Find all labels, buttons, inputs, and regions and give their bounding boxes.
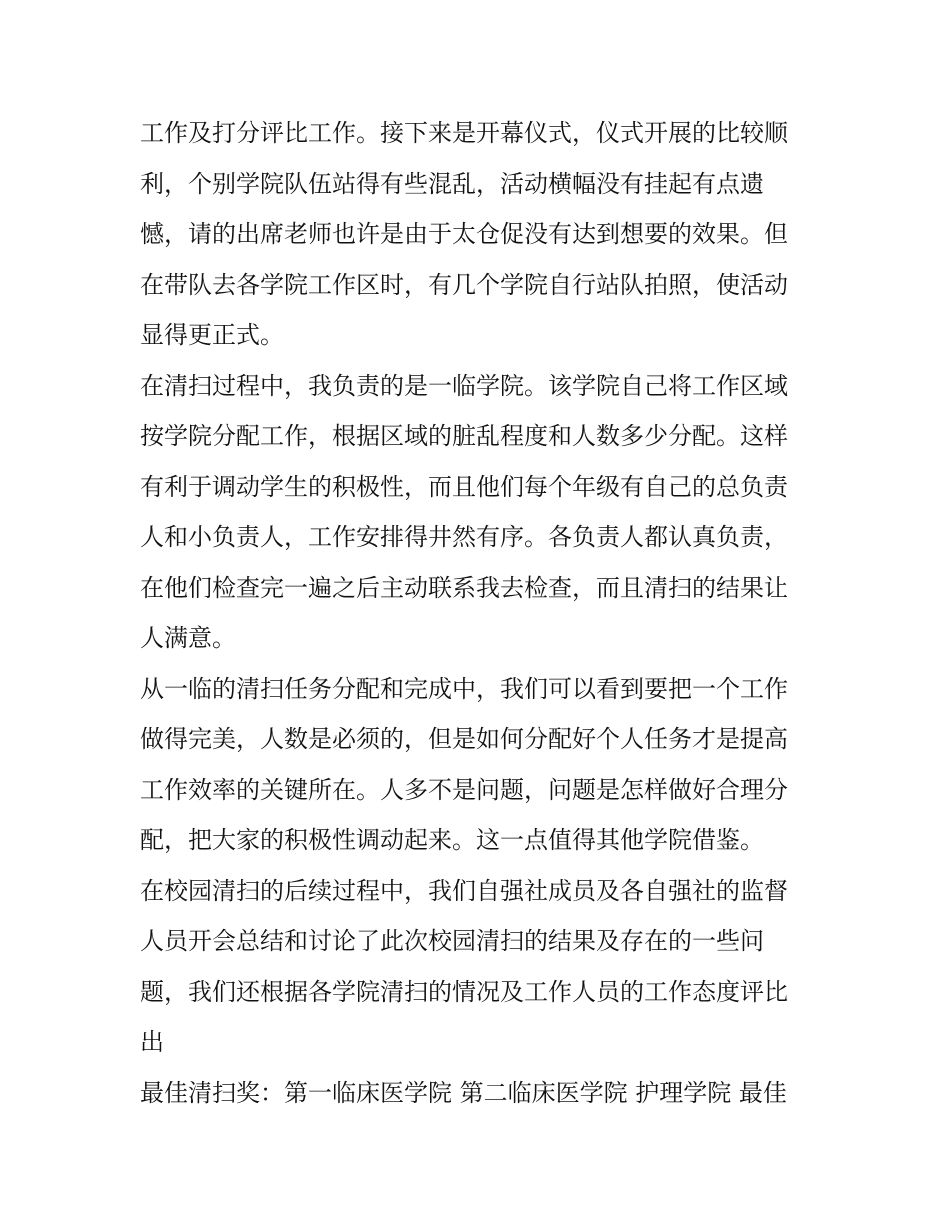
text-line: 在带队去各学院工作区时，有几个学院自行站队拍照，使活动: [140, 270, 788, 299]
text-line: 在校园清扫的后续过程中，我们自强社成员及各自强社的监督: [140, 876, 788, 905]
text-line: 工作及打分评比工作。接下来是开幕仪式，仪式开展的比较顺: [140, 119, 788, 147]
text-line: 按学院分配工作，根据区域的脏乱程度和人数多少分配。这样: [140, 422, 788, 450]
text-line: 题，我们还根据各学院清扫的情况及工作人员的工作态度评比: [140, 977, 788, 1006]
text-line: 从一临的清扫任务分配和完成中，我们可以看到要把一个工作: [140, 674, 788, 703]
text-line: 憾，请的出席老师也许是由于太仓促没有达到想要的效果。但: [140, 220, 788, 248]
text-line: 人和小负责人，工作安排得井然有序。各负责人都认真负责，: [140, 523, 788, 551]
text-line: 利，个别学院队伍站得有些混乱，活动横幅没有挂起有点遗: [140, 169, 764, 198]
text-line: 在他们检查完一遍之后主动联系我去检查，而且清扫的结果让: [140, 573, 788, 602]
text-line: 配，把大家的积极性调动起来。这一点值得其他学院借鉴。: [140, 826, 764, 854]
text-line: 人满意。: [140, 624, 236, 652]
text-line: 出: [140, 1028, 164, 1056]
text-line: 人员开会总结和讨论了此次校园清扫的结果及存在的一些问: [140, 927, 764, 955]
text-line: 最佳清扫奖：第一临床医学院 第二临床医学院 护理学院 最佳: [140, 1078, 787, 1107]
text-line: 在清扫过程中，我负责的是一临学院。该学院自己将工作区域: [140, 371, 788, 400]
text-line: 显得更正式。: [140, 321, 284, 349]
text-line: 做得完美，人数是必须的，但是如何分配好个人任务才是提高: [140, 725, 788, 753]
document-body: [140, 108, 820, 1118]
text-line: 工作效率的关键所在。人多不是问题，问题是怎样做好合理分: [140, 775, 788, 804]
text-line: 有利于调动学生的积极性，而且他们每个年级有自己的总负责: [140, 472, 788, 501]
